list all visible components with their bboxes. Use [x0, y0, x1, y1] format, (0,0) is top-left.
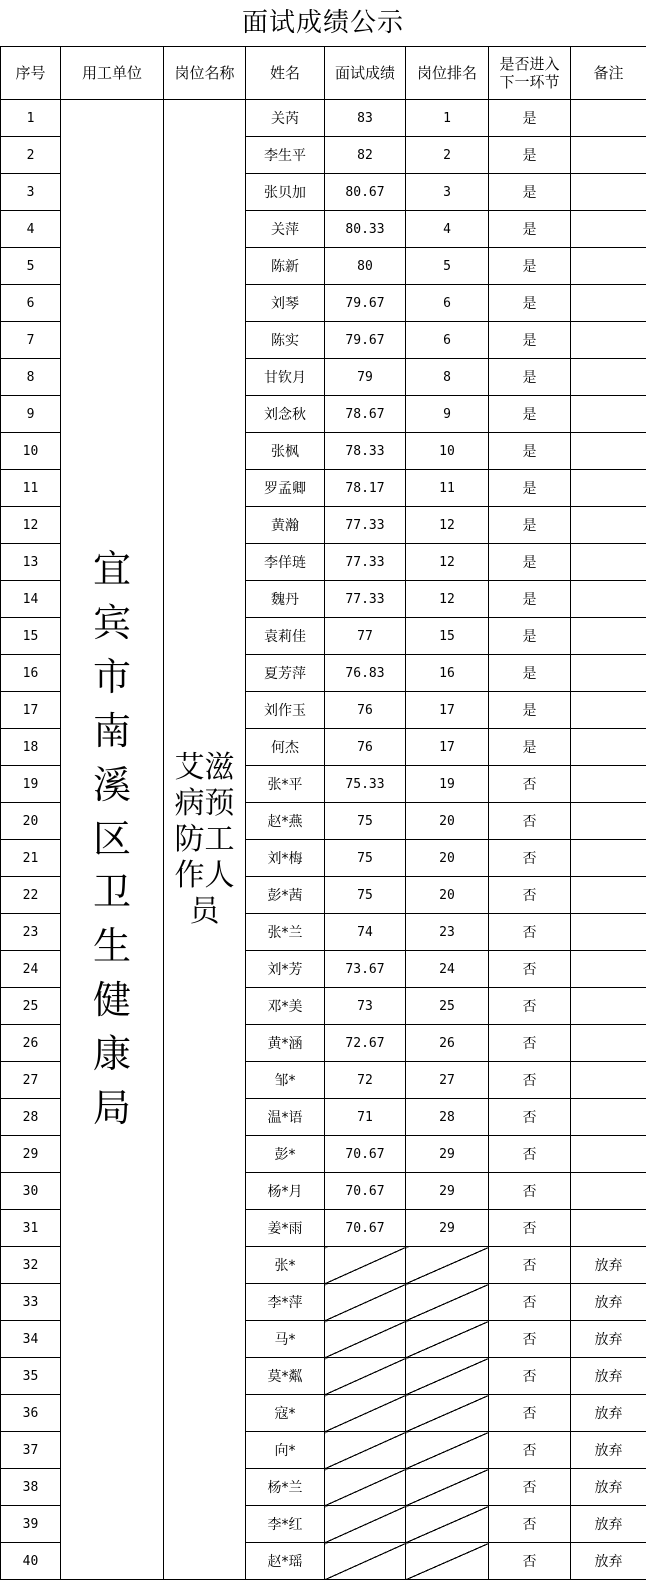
candidate-name: 魏丹: [246, 581, 325, 618]
note: [571, 359, 646, 396]
row-no: 35: [1, 1358, 61, 1395]
row-no: 8: [1, 359, 61, 396]
next-stage: 否: [489, 1506, 571, 1543]
next-stage: 是: [489, 655, 571, 692]
candidate-name: 袁莉佳: [246, 618, 325, 655]
interview-score: 76: [325, 729, 406, 766]
note: [571, 803, 646, 840]
note: 放弃: [571, 1432, 646, 1469]
candidate-name: 彭*: [246, 1136, 325, 1173]
note: 放弃: [571, 1506, 646, 1543]
note: [571, 877, 646, 914]
interview-score: 75: [325, 840, 406, 877]
candidate-name: 赵*燕: [246, 803, 325, 840]
table-row: [1, 100, 646, 137]
note: [571, 1025, 646, 1062]
interview-score: 72.67: [325, 1025, 406, 1062]
post-rank: 23: [406, 914, 489, 951]
post-rank: 17: [406, 692, 489, 729]
note: [571, 840, 646, 877]
row-no: 3: [1, 174, 61, 211]
note: [571, 914, 646, 951]
post-rank: 17: [406, 729, 489, 766]
next-stage: 否: [489, 1395, 571, 1432]
interview-score: 82: [325, 137, 406, 174]
interview-score: 80.33: [325, 211, 406, 248]
header-unit: 用工单位: [61, 47, 164, 100]
post-rank: 16: [406, 655, 489, 692]
next-stage: 否: [489, 1099, 571, 1136]
interview-score: 75.33: [325, 766, 406, 803]
interview-score: 79.67: [325, 285, 406, 322]
candidate-name: 夏芳萍: [246, 655, 325, 692]
header-next-stage: 是否进入下一环节: [489, 47, 571, 100]
candidate-name: 关芮: [246, 100, 325, 137]
interview-score: [325, 1284, 406, 1321]
post-rank: 1: [406, 100, 489, 137]
page-title: 面试成绩公示: [0, 0, 646, 47]
interview-score: 75: [325, 877, 406, 914]
interview-score: 70.67: [325, 1173, 406, 1210]
post-rank: 3: [406, 174, 489, 211]
post-rank: 20: [406, 840, 489, 877]
row-no: 31: [1, 1210, 61, 1247]
candidate-name: 向*: [246, 1432, 325, 1469]
interview-score: [325, 1247, 406, 1284]
interview-score: 70.67: [325, 1210, 406, 1247]
post-rank: 11: [406, 470, 489, 507]
interview-score: 77.33: [325, 544, 406, 581]
interview-score: 72: [325, 1062, 406, 1099]
note: [571, 507, 646, 544]
note: [571, 1173, 646, 1210]
next-stage: 否: [489, 1358, 571, 1395]
note: [571, 692, 646, 729]
candidate-name: 陈实: [246, 322, 325, 359]
post-rank: 8: [406, 359, 489, 396]
header-row: [1, 47, 646, 100]
interview-score: [325, 1358, 406, 1395]
post-rank: 2: [406, 137, 489, 174]
next-stage: 是: [489, 692, 571, 729]
post-rank: 10: [406, 433, 489, 470]
unit-cell: [61, 100, 164, 1580]
post-rank: 12: [406, 544, 489, 581]
candidate-name: 黄瀚: [246, 507, 325, 544]
interview-score: 80: [325, 248, 406, 285]
candidate-name: 罗孟卿: [246, 470, 325, 507]
row-no: 32: [1, 1247, 61, 1284]
post-rank: 26: [406, 1025, 489, 1062]
row-no: 40: [1, 1543, 61, 1580]
post-rank: 28: [406, 1099, 489, 1136]
next-stage: 是: [489, 174, 571, 211]
next-stage: 是: [489, 581, 571, 618]
candidate-name: 邹*: [246, 1062, 325, 1099]
note: 放弃: [571, 1543, 646, 1580]
post-rank: 29: [406, 1173, 489, 1210]
note: [571, 174, 646, 211]
row-no: 16: [1, 655, 61, 692]
post-rank: [406, 1395, 489, 1432]
interview-score: 83: [325, 100, 406, 137]
interview-score: 77: [325, 618, 406, 655]
interview-score: 74: [325, 914, 406, 951]
candidate-name: 彭*茜: [246, 877, 325, 914]
interview-score: 78.17: [325, 470, 406, 507]
interview-score: 76: [325, 692, 406, 729]
row-no: 17: [1, 692, 61, 729]
candidate-name: 关萍: [246, 211, 325, 248]
candidate-name: 杨*月: [246, 1173, 325, 1210]
post-rank: 12: [406, 507, 489, 544]
interview-score: 70.67: [325, 1136, 406, 1173]
interview-score: 78.67: [325, 396, 406, 433]
interview-score: 78.33: [325, 433, 406, 470]
candidate-name: 李*萍: [246, 1284, 325, 1321]
candidate-name: 张*: [246, 1247, 325, 1284]
row-no: 38: [1, 1469, 61, 1506]
note: [571, 544, 646, 581]
note: [571, 1099, 646, 1136]
interview-score: 76.83: [325, 655, 406, 692]
candidate-name: 黄*涵: [246, 1025, 325, 1062]
next-stage: 否: [489, 1025, 571, 1062]
candidate-name: 陈新: [246, 248, 325, 285]
candidate-name: 刘琴: [246, 285, 325, 322]
header-no: 序号: [1, 47, 61, 100]
post-rank: [406, 1284, 489, 1321]
post-rank: [406, 1321, 489, 1358]
note: [571, 285, 646, 322]
row-no: 39: [1, 1506, 61, 1543]
next-stage: 是: [489, 618, 571, 655]
candidate-name: 莫*粼: [246, 1358, 325, 1395]
candidate-name: 甘钦月: [246, 359, 325, 396]
row-no: 7: [1, 322, 61, 359]
next-stage: 否: [489, 1432, 571, 1469]
note: [571, 655, 646, 692]
next-stage: 是: [489, 396, 571, 433]
next-stage: 是: [489, 248, 571, 285]
next-stage: 是: [489, 285, 571, 322]
post-rank: 19: [406, 766, 489, 803]
row-no: 9: [1, 396, 61, 433]
next-stage: 否: [489, 766, 571, 803]
note: 放弃: [571, 1247, 646, 1284]
candidate-name: 温*语: [246, 1099, 325, 1136]
note: [571, 396, 646, 433]
next-stage: 是: [489, 433, 571, 470]
next-stage: 否: [489, 1543, 571, 1580]
note: [571, 1210, 646, 1247]
post-rank: [406, 1469, 489, 1506]
post-rank: 24: [406, 951, 489, 988]
post-rank: [406, 1432, 489, 1469]
interview-score: 79.67: [325, 322, 406, 359]
interview-score: [325, 1432, 406, 1469]
interview-score: 80.67: [325, 174, 406, 211]
interview-score: 79: [325, 359, 406, 396]
row-no: 29: [1, 1136, 61, 1173]
candidate-name: 杨*兰: [246, 1469, 325, 1506]
next-stage: 否: [489, 877, 571, 914]
candidate-name: 刘*芳: [246, 951, 325, 988]
interview-score: 75: [325, 803, 406, 840]
row-no: 14: [1, 581, 61, 618]
candidate-name: 邓*美: [246, 988, 325, 1025]
note: [571, 766, 646, 803]
candidate-name: 张*平: [246, 766, 325, 803]
row-no: 23: [1, 914, 61, 951]
next-stage: 否: [489, 1469, 571, 1506]
next-stage: 否: [489, 914, 571, 951]
next-stage: 是: [489, 544, 571, 581]
next-stage: 否: [489, 840, 571, 877]
next-stage: 否: [489, 1136, 571, 1173]
row-no: 30: [1, 1173, 61, 1210]
next-stage: 否: [489, 803, 571, 840]
post-rank: 12: [406, 581, 489, 618]
note: [571, 248, 646, 285]
row-no: 13: [1, 544, 61, 581]
row-no: 26: [1, 1025, 61, 1062]
results-table: [0, 47, 646, 1580]
note: [571, 137, 646, 174]
post-rank: 20: [406, 803, 489, 840]
post-rank: 29: [406, 1136, 489, 1173]
next-stage: 是: [489, 100, 571, 137]
note: 放弃: [571, 1395, 646, 1432]
note: [571, 1062, 646, 1099]
row-no: 36: [1, 1395, 61, 1432]
note: [571, 988, 646, 1025]
note: [571, 951, 646, 988]
row-no: 37: [1, 1432, 61, 1469]
candidate-name: 刘作玉: [246, 692, 325, 729]
row-no: 18: [1, 729, 61, 766]
interview-score: 77.33: [325, 507, 406, 544]
post-cell: [164, 100, 246, 1580]
interview-score: [325, 1469, 406, 1506]
row-no: 22: [1, 877, 61, 914]
post-rank: [406, 1543, 489, 1580]
row-no: 34: [1, 1321, 61, 1358]
post-name: 艾滋病预防工作人员: [174, 749, 235, 929]
header-rank: 岗位排名: [406, 47, 489, 100]
next-stage: 否: [489, 1321, 571, 1358]
next-stage: 否: [489, 1173, 571, 1210]
candidate-name: 刘*梅: [246, 840, 325, 877]
note: [571, 100, 646, 137]
post-rank: 6: [406, 285, 489, 322]
post-rank: 29: [406, 1210, 489, 1247]
row-no: 19: [1, 766, 61, 803]
post-rank: 25: [406, 988, 489, 1025]
post-rank: 20: [406, 877, 489, 914]
next-stage: 是: [489, 322, 571, 359]
next-stage: 是: [489, 729, 571, 766]
row-no: 4: [1, 211, 61, 248]
post-rank: 9: [406, 396, 489, 433]
note: [571, 618, 646, 655]
next-stage: 否: [489, 1284, 571, 1321]
interview-score: [325, 1395, 406, 1432]
note: 放弃: [571, 1358, 646, 1395]
header-score: 面试成绩: [325, 47, 406, 100]
post-rank: [406, 1247, 489, 1284]
row-no: 20: [1, 803, 61, 840]
interview-score: [325, 1321, 406, 1358]
row-no: 25: [1, 988, 61, 1025]
post-rank: [406, 1506, 489, 1543]
note: 放弃: [571, 1469, 646, 1506]
note: [571, 322, 646, 359]
note: [571, 470, 646, 507]
candidate-name: 姜*雨: [246, 1210, 325, 1247]
note: 放弃: [571, 1284, 646, 1321]
row-no: 28: [1, 1099, 61, 1136]
post-rank: 27: [406, 1062, 489, 1099]
row-no: 12: [1, 507, 61, 544]
next-stage: 否: [489, 1210, 571, 1247]
next-stage: 是: [489, 359, 571, 396]
next-stage: 否: [489, 1247, 571, 1284]
interview-score: [325, 1543, 406, 1580]
header-post: 岗位名称: [164, 47, 246, 100]
candidate-name: 刘念秋: [246, 396, 325, 433]
next-stage: 否: [489, 951, 571, 988]
interview-score: 73: [325, 988, 406, 1025]
row-no: 27: [1, 1062, 61, 1099]
candidate-name: 张枫: [246, 433, 325, 470]
post-rank: 4: [406, 211, 489, 248]
row-no: 15: [1, 618, 61, 655]
next-stage: 是: [489, 470, 571, 507]
candidate-name: 何杰: [246, 729, 325, 766]
post-rank: 15: [406, 618, 489, 655]
row-no: 6: [1, 285, 61, 322]
row-no: 5: [1, 248, 61, 285]
interview-score: 77.33: [325, 581, 406, 618]
candidate-name: 赵*瑶: [246, 1543, 325, 1580]
candidate-name: 马*: [246, 1321, 325, 1358]
unit-name: 宜宾市南溪区卫生健康局: [93, 546, 132, 1131]
post-rank: 6: [406, 322, 489, 359]
candidate-name: 张*兰: [246, 914, 325, 951]
note: [571, 433, 646, 470]
next-stage: 是: [489, 211, 571, 248]
candidate-name: 李生平: [246, 137, 325, 174]
post-rank: [406, 1358, 489, 1395]
candidate-name: 李*红: [246, 1506, 325, 1543]
header-name: 姓名: [246, 47, 325, 100]
header-note: 备注: [571, 47, 646, 100]
candidate-name: 李佯琏: [246, 544, 325, 581]
row-no: 10: [1, 433, 61, 470]
next-stage: 否: [489, 988, 571, 1025]
next-stage: 是: [489, 507, 571, 544]
next-stage: 否: [489, 1062, 571, 1099]
note: 放弃: [571, 1321, 646, 1358]
row-no: 24: [1, 951, 61, 988]
interview-score: 71: [325, 1099, 406, 1136]
candidate-name: 张贝加: [246, 174, 325, 211]
row-no: 33: [1, 1284, 61, 1321]
note: [571, 211, 646, 248]
note: [571, 581, 646, 618]
interview-score: 73.67: [325, 951, 406, 988]
row-no: 2: [1, 137, 61, 174]
candidate-name: 寇*: [246, 1395, 325, 1432]
row-no: 21: [1, 840, 61, 877]
row-no: 11: [1, 470, 61, 507]
interview-score: [325, 1506, 406, 1543]
note: [571, 1136, 646, 1173]
next-stage: 是: [489, 137, 571, 174]
row-no: 1: [1, 100, 61, 137]
post-rank: 5: [406, 248, 489, 285]
note: [571, 729, 646, 766]
